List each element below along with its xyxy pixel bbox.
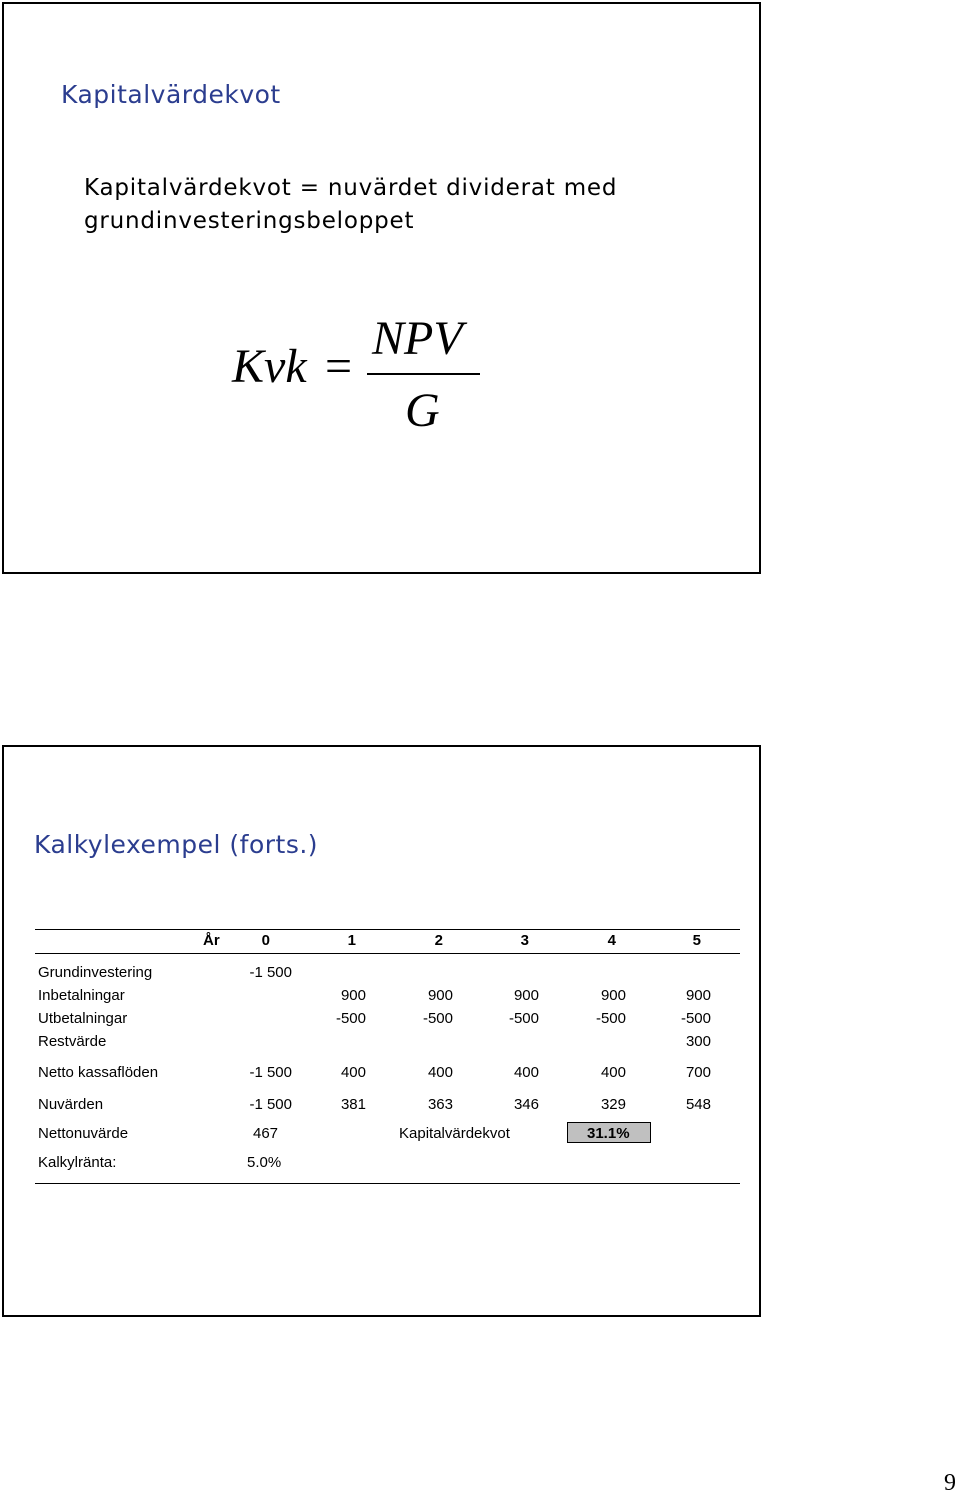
table-cell: 900 [513,987,539,1004]
slide-title: Kapitalvärdekvot [61,80,281,109]
row-label: Grundinvestering [38,964,153,981]
slide-kalkylexempel [2,745,761,1317]
year-header-4: 4 [607,932,616,949]
definition-line-1: Kapitalvärdekvot = nuvärdet dividerat med [84,175,618,201]
year-header-3: 3 [520,932,529,949]
table-cell: -1 500 [249,1064,292,1081]
npv-value: 467 [253,1125,279,1142]
table-cell: -500 [422,1010,453,1027]
table-cell: -1 500 [249,1096,292,1113]
table-cell: 400 [427,1064,453,1081]
page-number: 9 [944,1470,956,1496]
table-cell: 329 [600,1096,626,1113]
row-label: Utbetalningar [38,1010,128,1027]
table-cell: 900 [427,987,453,1004]
table-cell: -500 [335,1010,366,1027]
npv-label: Nettonuvärde [38,1125,129,1142]
year-header-0: 0 [261,932,270,949]
slide-kapitalvardekvot [2,2,761,574]
year-header-label: År [203,932,220,949]
formula-numerator: NPV [372,312,463,365]
table-cell: 346 [513,1096,539,1113]
table-cell: 400 [600,1064,626,1081]
year-header-5: 5 [692,932,701,949]
formula-denominator: G [405,384,440,437]
definition-line-2: grundinvesteringsbeloppet [84,208,415,234]
table-cell: 400 [340,1064,366,1081]
table-cell: 700 [685,1064,711,1081]
formula-equals: = [325,340,353,393]
year-header-1: 1 [347,932,356,949]
slide-title: Kalkylexempel (forts.) [34,830,319,859]
row-label: Inbetalningar [38,987,125,1004]
table-cell: 900 [685,987,711,1004]
table-cell: 900 [600,987,626,1004]
kvk-label: Kapitalvärdekvot [399,1125,510,1142]
table-cell: 548 [685,1096,711,1113]
table-cell: 363 [427,1096,453,1113]
year-header-2: 2 [434,932,443,949]
table-cell: 381 [340,1096,366,1113]
table-cell: -500 [595,1010,626,1027]
table-header-rule [35,953,740,954]
table-cell: 300 [685,1033,711,1050]
table-top-rule [35,929,740,930]
table-cell: -1 500 [249,964,292,981]
formula-lhs: Kvk [232,340,307,393]
rate-label: Kalkylränta: [38,1154,117,1171]
row-label: Netto kassaflöden [38,1064,159,1081]
kvk-value: 31.1% [587,1125,630,1142]
table-bottom-rule [35,1183,740,1184]
row-label: Nuvärden [38,1096,104,1113]
rate-value: 5.0% [247,1154,282,1171]
definition-text [84,172,617,238]
row-label: Restvärde [38,1033,107,1050]
table-cell: 900 [340,987,366,1004]
table-cell: -500 [680,1010,711,1027]
table-cell: -500 [508,1010,539,1027]
table-cell: 400 [513,1064,539,1081]
fraction-bar [367,373,480,375]
